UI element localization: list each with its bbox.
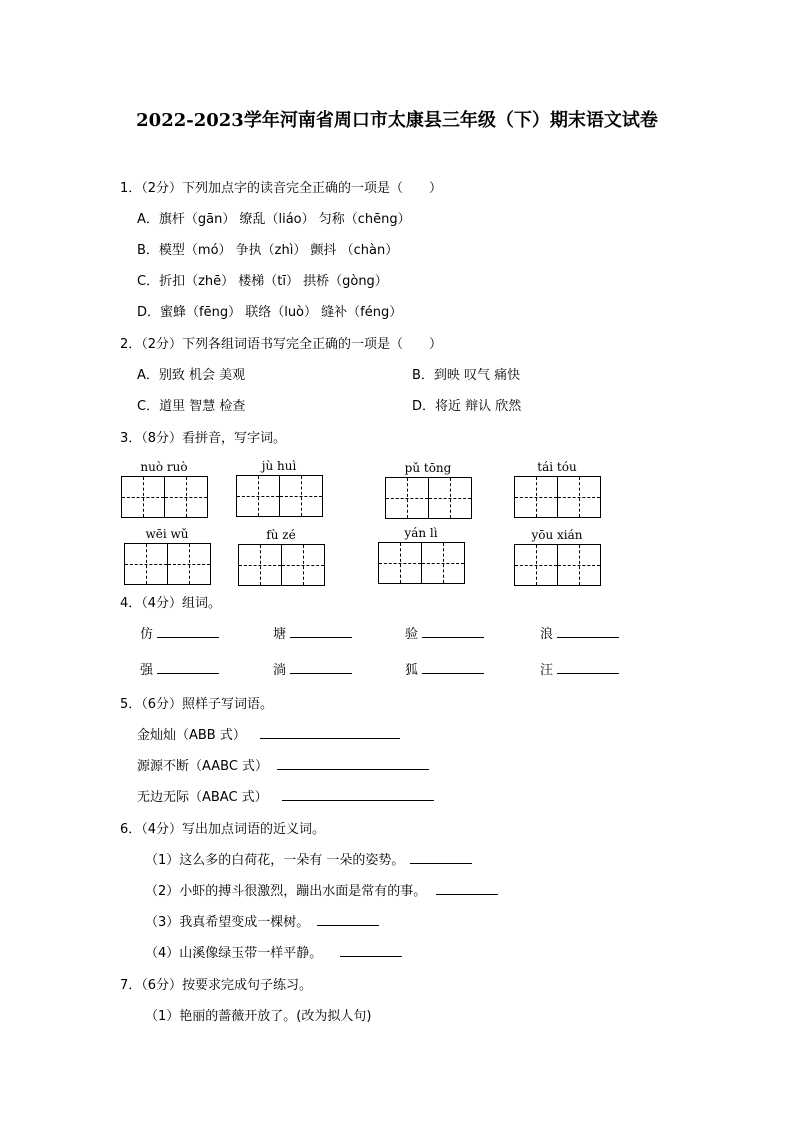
q2-option-d: D．将近 辩认 欣然	[412, 399, 522, 414]
question-2-stem: 2．（2分）下列各组词语书写完全正确的一项是（ ）	[120, 337, 443, 352]
pinyin-label: jù huì	[261, 459, 297, 473]
char: 塘	[273, 627, 287, 642]
answer-blank[interactable]	[260, 726, 400, 739]
compose-word-item	[540, 623, 619, 642]
q5-item-2: 源源不断（AABC 式）	[137, 755, 429, 774]
q1-option-c: C．折扣（zhē） 楼梯（tī） 拱桥（gòng）	[137, 274, 388, 289]
compose-word-item	[140, 623, 219, 642]
char: 汪	[540, 663, 554, 678]
pinyin-group-5	[124, 527, 210, 585]
answer-blank[interactable]	[340, 944, 402, 957]
pinyin-label: pǔ tōng	[404, 461, 452, 475]
pinyin-label: nuò ruò	[140, 460, 188, 474]
answer-blank[interactable]	[277, 757, 429, 770]
answer-blank[interactable]	[290, 625, 352, 638]
writing-boxes[interactable]	[124, 543, 211, 585]
q5-item-1: 金灿灿（ABB 式）	[137, 724, 400, 743]
char: 仿	[140, 627, 154, 642]
pinyin-label: yōu xián	[531, 528, 583, 542]
q2-option-b: B．到映 叹气 痛快	[412, 368, 521, 383]
q1-option-b: B．模型（mó） 争执（zhì） 颤抖 （chàn）	[137, 243, 399, 258]
pinyin-label: yán lì	[404, 526, 438, 540]
q1-option-d: D．蜜蜂（fēng） 联络（luò） 缝补（féng）	[137, 305, 403, 320]
char: 淌	[273, 663, 287, 678]
writing-boxes[interactable]	[514, 544, 601, 586]
answer-blank[interactable]	[422, 661, 484, 674]
answer-blank[interactable]	[282, 788, 434, 801]
char: 强	[140, 663, 154, 678]
question-1-stem: 1．（2分）下列加点字的读音完全正确的一项是（ ）	[120, 181, 443, 196]
pinyin-group-7	[378, 526, 464, 584]
pinyin-group-1	[121, 460, 207, 518]
answer-blank[interactable]	[317, 913, 379, 926]
pinyin-label: tái tóu	[537, 460, 577, 474]
compose-word-item	[405, 659, 484, 678]
q2-option-a: A．别致 机会 美观	[137, 368, 246, 383]
char: 验	[405, 627, 419, 642]
question-6-stem: 6．（4分）写出加点词语的近义词。	[120, 822, 326, 837]
writing-boxes[interactable]	[378, 542, 465, 584]
answer-blank[interactable]	[410, 851, 472, 864]
compose-word-item	[540, 659, 619, 678]
pinyin-group-8	[514, 528, 600, 586]
answer-blank[interactable]	[557, 661, 619, 674]
q6-item-4: （4）山溪像绿玉带一样平静。	[145, 942, 402, 961]
compose-word-item	[140, 659, 219, 678]
pinyin-label: fù zé	[266, 528, 296, 542]
answer-blank[interactable]	[557, 625, 619, 638]
page-title: 2022-2023学年河南省周口市太康县三年级（下）期末语文试卷	[136, 110, 658, 131]
writing-boxes[interactable]	[514, 476, 601, 518]
writing-boxes[interactable]	[385, 477, 472, 519]
answer-blank[interactable]	[290, 661, 352, 674]
pinyin-group-2	[236, 459, 322, 517]
pinyin-label: wēi wǔ	[145, 527, 189, 541]
q6-item-3: （3）我真希望变成一棵树。	[145, 911, 379, 930]
char: 狐	[405, 663, 419, 678]
q6-item-1: （1）这么多的白荷花，一朵有 一朵的姿势。	[145, 849, 472, 868]
compose-word-item	[273, 623, 352, 642]
answer-blank[interactable]	[422, 625, 484, 638]
question-5-stem: 5．（6分）照样子写词语。	[120, 697, 274, 712]
answer-blank[interactable]	[436, 882, 498, 895]
compose-word-item	[405, 623, 484, 642]
answer-blank[interactable]	[157, 661, 219, 674]
pinyin-group-4	[514, 460, 600, 518]
q5-item-3: 无边无际（ABAC 式）	[137, 786, 434, 805]
compose-word-item	[273, 659, 352, 678]
writing-boxes[interactable]	[121, 476, 208, 518]
q2-option-c: C．道里 智慧 检查	[137, 399, 246, 414]
q7-item-1: （1）艳丽的蔷薇开放了。(改为拟人句)	[145, 1009, 372, 1024]
q6-item-2: （2）小虾的搏斗很激烈，蹦出水面是常有的事。	[145, 880, 498, 899]
writing-boxes[interactable]	[236, 475, 323, 517]
question-7-stem: 7．（6分）按要求完成句子练习。	[120, 978, 313, 993]
q1-option-a: A．旗杆（gān） 缭乱（liáo） 匀称（chēng）	[137, 212, 411, 227]
writing-boxes[interactable]	[238, 544, 325, 586]
pinyin-group-6	[238, 528, 324, 586]
char: 浪	[540, 627, 554, 642]
question-4-stem: 4．（4分）组词。	[120, 596, 222, 611]
pinyin-group-3	[385, 461, 471, 519]
question-3-stem: 3．（8分）看拼音，写字词。	[120, 431, 287, 446]
answer-blank[interactable]	[157, 625, 219, 638]
